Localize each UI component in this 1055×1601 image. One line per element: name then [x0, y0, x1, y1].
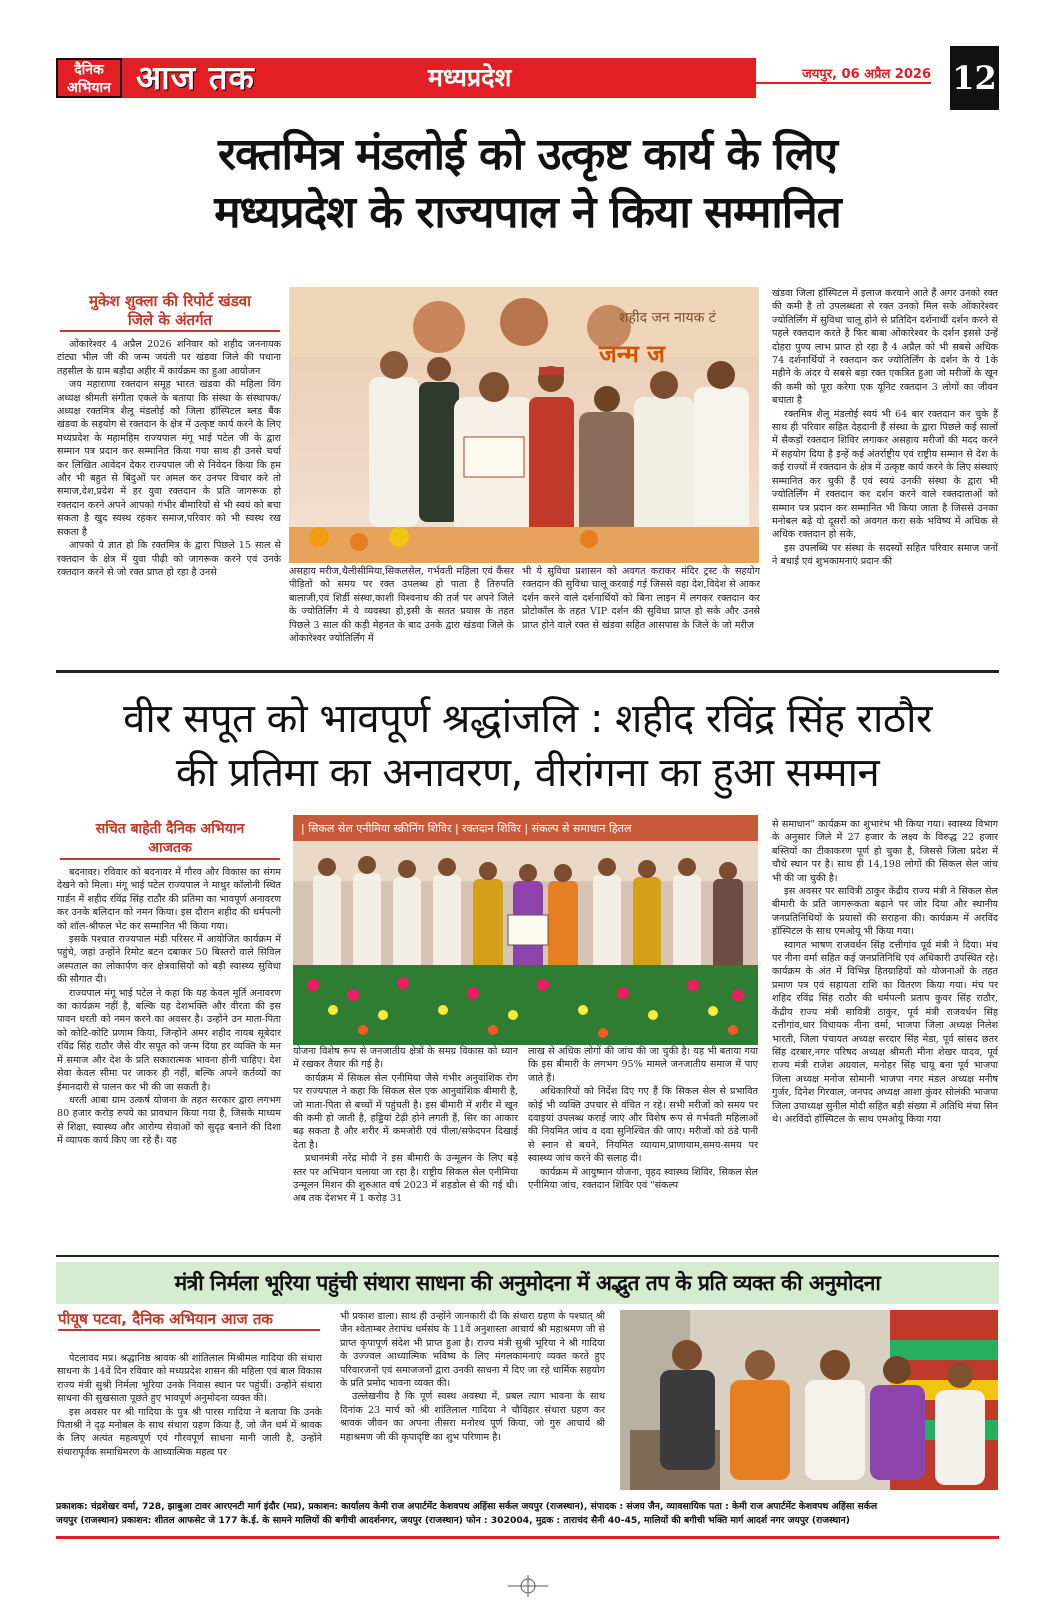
- story1-photo-illustration: [289, 287, 759, 563]
- date-underline: [756, 82, 931, 84]
- imprint-footer: [56, 1500, 999, 1528]
- story3-col1-para: इस अवसर पर श्री गादिया के पुत्र श्री पारस गादिया ने बताया कि उनके पिताश्री ने दृढ़ मनोबल के साथ संथारा ग्रहण किया है, जो जैन धर्म में श्रावक के लिए अत्यंत महत्वपूर्ण एवं गौरवपूर्ण साधना मानी जाती है, उन्होंने संथारापूर्वक समाधिमरण के आध्यात्मिक महत्व पर: [57, 1406, 322, 1458]
- story1-col4-para: इस उपलब्धि पर संस्था के सदस्यों सहित परिवार समाज जनों ने बधाई एवं शुभकामनाएं प्रदान की: [772, 542, 998, 568]
- story2-col3-para: कार्यक्रम में आयुष्मान योजना, वृहद स्वास्थ्य शिविर, सिकल सेल एनीमिया जांच, रक्तदान शिविर एवं "संकल्प: [528, 1166, 758, 1192]
- story3-photo-illustration: [620, 1310, 998, 1490]
- imprint-line-2: जयपुर (राजस्थान) प्रकाशन: शीतल आफसेट जे 177 के.ई. के सामने मालियों की बगीची आदर्शनगर, जयपुर (राजस्थान) फोन : 302004, मुद्रक : ताराचंद सैनी 40-45, मालियों की बगीची भक्ति मार्ग आदर्श नगर जयपुर (राजस्थान): [56, 1515, 850, 1526]
- brand-box: [56, 58, 122, 98]
- story2-byline-line-1: सचित बाहेती दैनिक अभियान: [95, 821, 245, 837]
- section-divider: [56, 1255, 999, 1257]
- story2-photo: [293, 815, 758, 1045]
- story1-column-4: [772, 287, 998, 656]
- story2-headline-line-1: वीर सपूत को भावपूर्ण श्रद्धांजलि : शहीद रविंद्र सिंह राठौर: [123, 696, 932, 742]
- story1-photo-banner-text-2: जन्म ज: [599, 340, 665, 368]
- story2-col2-para: प्रधानमंत्री नरेंद्र मोदी ने इस बीमारी के उन्मूलन के लिए बड़े स्तर पर अभियान चलाया जा रहा है। राष्ट्रीय सिकल सेल एनीमिया उन्मूलन मिशन की शुरुआत वर्ष 2023 में शहडोल से की गई थी। अब तक देशभर में 1 करोड़ 31: [293, 1153, 518, 1205]
- brand-line-2: अभियान: [67, 80, 111, 96]
- story1-headline: [40, 126, 1015, 242]
- section-title: मध्यप्रदेश: [428, 63, 512, 92]
- story2-col3-para: अधिकारियों को निर्देश दिए गए हैं कि सिकल सेल से प्रभावित कोई भी व्यक्ति उपचार से वंचित न रहे। सभी मरीजों को समय पर दवाइयां उपलब्ध कराई जाएं और विशेष रूप से गर्भवती महिलाओं की नियमित जांच व दवा सुनिश्चित की जाए। मरीजों को ठंडे पानी से स्नान से बचने, नियमित व्यायाम,प्राणायाम,समय-समय पर स्वास्थ्य जांच करने की सलाह दी।: [528, 1086, 758, 1165]
- story2-photo-banner-text: | सिकल सेल एनीमिया स्क्रीनिंग शिविर | रक्तदान शिविर | संकल्प से समाधान हितल: [301, 822, 632, 835]
- story2-column-1: [57, 866, 281, 1250]
- story3-column-1: [57, 1352, 322, 1490]
- story2-col4-para: इस अवसर पर सावित्री ठाकुर केंद्रीय राज्य मंत्री ने सिकल सेल बीमारी के प्रति जागरूकता बढ़ाने पर जोर दिया और स्थानीय जनप्रतिनिधियों के प्रयासों की सराहना की। कार्यक्रम में अरविंद हॉस्पिटल के साथ एमओयू भी किया गया।: [772, 886, 998, 938]
- brand-line-1: दैनिक: [74, 62, 104, 78]
- newspaper-logo: आज तक: [136, 58, 255, 97]
- story1-col1-para: जय महाराणा रक्तदान समूह भारत खंडवा की महिला विंग अध्यक्ष श्रीमती संगीता एकले के बताया कि संस्था के संस्थापक/अध्यक्ष रक्तमित्र शैलू मंडलोई को जिला हॉस्पिटल ब्लड बैंक खंडवा के सहयोग से रक्तदान के क्षेत्र में उत्कृष्ट कार्य करने के लिए मध्यप्रदेश के महामहिम राज्यपाल मंगू भाई पटेल जी के द्वारा सम्मान पत्र प्रदान कर सम्मानित किया गया साथ ही उनसे चर्चा कर लिखित आवेदन देकर राज्यपाल जी से निवेदन किया कि हम और भी बहुत से बिंदुओं पर अमल कर उनपर विचार करे तो समाज,देश,प्रदेश में हर युवा रक्तदान के प्रति जागरूक हो रक्तदान करने अपने आपको गंभीर बीमारियों से भी स्वयं को बचा सकता है खुद स्वस्थ रहकर समाज,परिवार को भी स्वस्थ रख सकता है: [57, 379, 281, 538]
- section-divider: [56, 670, 999, 673]
- story2-byline-line-2: आजतक: [148, 840, 192, 856]
- story2-col4-para: से समाधान" कार्यक्रम का शुभारंभ भी किया गया। स्वास्थ्य विभाग के अनुसार जिले में 27 हजार के लक्ष्य के विरुद्ध 22 हजार बस्तियों का टीकाकरण पूर्ण हो चुका है, जिससे जिला प्रदेश में चौथे स्थान पर है। साथ ही 14,198 लोगों की सिकल सेल जांच भी की जा चुकी है।: [772, 819, 998, 884]
- story1-byline-line-1: मुकेश शुक्ला की रिपोर्ट खंडवा: [89, 292, 251, 310]
- story1-col3-para: भी ये सुविधा प्रशासन को अवगत कराकर मंदिर ट्रस्ट के सहयोग रक्तदान की सुविधा चालू करवाई गई जिससे वहा देश,विदेश से आकर दर्शन करने वाले दर्शनार्थियों को बिना लाइन में लगकर रक्तदान कर प्रोटोकॉल के तहत VIP दर्शन की सुविधा प्राप्त हो सके और उनसे प्राप्त होने वाले रक्त से खंडवा सहित आसपास के जिले के जो मरीज: [522, 566, 760, 631]
- story2-col1-para: बदनावर। रविवार को बदनावर में गौरव और विकास का संगम देखने को मिला। मंगू भाई पटेल राज्यपाल ने माथुर कॉलोनी स्थित गार्डन में शहीद रविंद्र सिंह राठौर की प्रतिमा का भावपूर्ण अनावरण कर उनके बलिदान को नमन किया। इस दौरान शहीद की धर्मपत्नी को शॉल-श्रीफल भेंट कर सम्मानित भी किया गया।: [57, 867, 281, 932]
- story1-photo: [289, 287, 759, 563]
- story3-column-2: [340, 1310, 605, 1490]
- story2-col2-para: कार्यक्रम में सिकल सेल एनीमिया जैसे गंभीर अनुवांशिक रोग पर राज्यपाल ने कहा कि सिकल सेल एक आनुवांशिक बीमारी है, जो माता-पिता से बच्चों में पहुंचती है। इस बीमारी में शरीर में खून की कमी हो जाती है, हड्डियां टेढ़ी होने लगती हैं, सिर का आकार बढ़ सकता है और शरीर में कमजोरी एवं पीला/सफेदपन दिखाई देता है।: [293, 1072, 518, 1151]
- story2-col3-para: लाख से अधिक लोगों की जांच की जा चुकी है। यह भी बताया गया कि इस बीमारी के लगभग 95% मामले जनजातीय समाज में पाए जाते हैं।: [528, 1046, 758, 1084]
- story1-col1-para: ओंकारेश्वर 4 अप्रैल 2026 शनिवार को शहीद जननायक टांट्या भील जी की जन्म जयंती पर खंडवा जिले की पधाना तहसील के ग्राम बड़ौदा अहीर में कार्यक्रम का हुआ आयोजन: [57, 339, 281, 377]
- story1-headline-line-2: मध्यप्रदेश के राज्यपाल ने किया सम्मानित: [214, 187, 841, 238]
- story2-byline: [60, 820, 280, 860]
- story1-headline-line-1: रक्तमित्र मंडलोई को उत्कृष्ट कार्य के लिए: [218, 129, 837, 180]
- story1-photo-banner-text: शहीद जन नायक टं: [619, 310, 716, 326]
- story2-column-2: [293, 1045, 518, 1250]
- story1-column-2: [289, 565, 514, 656]
- story2-headline-line-2: की प्रतिमा का अनावरण, वीरांगना का हुआ सम्मान: [175, 750, 880, 796]
- story2-col2-para: योजना विशेष रूप से जनजातीय क्षेत्रों के समग्र विकास को ध्यान में रखकर तैयार की गई है।: [293, 1046, 518, 1071]
- story2-col1-para: इसके पश्चात राज्यपाल मंडी परिसर में आयोजित कार्यक्रम में पहुंचे, जहां उन्होंने रिमोट बटन दबाकर 50 बिस्तरों वाले सिविल अस्पताल का लोकार्पण कर क्षेत्रवासियों को बड़ी स्वास्थ्य सुविधा की सौगात दी।: [57, 934, 281, 986]
- story2-col4-para: स्वागत भाषण राजवर्धन सिंह दत्तीगांव पूर्व मंत्री ने दिया। मंच पर नीना वर्मा सहित कई जनप्रतिनिधि एवं अधिकारी उपस्थित रहे। कार्यक्रम के अंत में विभिन्न हितग्राहियों को योजनाओं के तहत प्रमाण पत्र एवं सहायता राशि का वितरण किया गया। मंच पर शहिद रविंद्र सिंह राठौर की धर्मपत्नी प्रताप कुवर सिंह राठौर, केंद्रीय राज्य मंत्री सावित्री ठाकुर, पूर्व मंत्री राजवर्धन सिंह दत्तीगांव,धार विधायक नीना वर्मा, भाजपा जिला अध्यक्ष निलेश भारती, जिला पंचायत अध्यक्ष सरदार सिंह मेडा, पूर्व सांसद छतर सिंह दरबार,नगर परिषद अध्यक्ष श्रीमती मीना शेखर यादव, पूर्व राज्य मंत्री राजेश अग्रवाल, मनोहर सिंह चायू बना पूर्व भाजपा जिला अध्यक्ष मनोज सोमानी भाजपा नगर मंडल अध्यक्ष मनीष गुर्जर, दिनेश गिरवाल, जनपद अध्यक्ष आशा कुंवर सोलंकी भाजपा जिला उपाध्यक्ष सुनील मोदी सहित बड़ी संख्या में अतिथि मंचा सिन थे। अरविंदो हॉस्पिटल के साथ एमओयू किया गया: [772, 939, 998, 1125]
- story3-byline-text: पीयूष पटवा, दैनिक अभियान आज तक: [58, 1310, 273, 1328]
- story2-column-3: [528, 1045, 758, 1250]
- story2-photo-illustration: [293, 815, 758, 1045]
- story2-col1-para: राज्यपाल मंगू भाई पटेल ने कहा कि यह केवल मूर्ति अनावरण का कार्यक्रम नहीं है, बल्कि यह देशभक्ति और वीरता की इस पावन धरती को नमन करने का अवसर है। उन्होंने उन माता-पिता को कोटि-कोटि प्रणाम किया, जिन्होंने अमर शहीद नायब सूबेदार रविंद्र सिंह राठौर जैसे वीर सपूत को जन्म दिया हर व्यक्ति के मन में समाज और देश के प्रति सकारात्मक भावना होनी चाहिए। देश सेवा केवल सीमा पर जाकर ही नहीं, बल्कि अपने कर्तव्यों का ईमानदारी से पालन कर भी की जा सकती है।: [57, 987, 281, 1093]
- story3-byline: [58, 1310, 320, 1331]
- story1-col4-para: रक्तमित्र शैलू मंडलोई स्वयं भी 64 बार रक्तदान कर चुके हैं साथ ही परिवार सहित देहदानी हैं संस्था के द्वारा पिछले कई सालों में सैकड़ों रक्तदान शिविर लगाकर असहाय मरीजों की मदद करने में सहयोग दिया है इन्हें कई अंतर्राष्ट्रीय एवं राष्ट्रीय सम्मान से देश के कई राज्यों में रक्तदान के क्षेत्र में उत्कृष्ट कार्य करने के लिए संस्थाएं सम्मानित कर चुकी हैं एवं स्वयं उनकी संस्था के द्वारा भी ज्योतिर्लिंग में रक्तदान कर दर्शन करने वाले रक्तदाताओं को सम्मान पत्र प्रदान कर सम्मानित भी किया जाता है जिससे उनका मनोबल बढ़े वो दूसरों को अवगत करा सके भविष्य में अधिक से अधिक रक्तदान हो सके,: [772, 408, 998, 541]
- story2-col1-para: धरती आबा ग्राम उत्कर्ष योजना के तहत सरकार द्वारा लगभग 80 हजार करोड़ रुपये का प्रावधान किया गया है, जिसके माध्यम से शिक्षा, स्वास्थ्य और आरोग्य सेवाओं को सुदृढ़ बनाने की दिशा में व्यापक कार्य किए जा रहे हैं। यह: [57, 1094, 281, 1147]
- footer-red-rule: [56, 1536, 999, 1539]
- story1-col2-para: असहाय मरीज,थैलीसीमिया,सिकलसेल, गर्भवती महिला एवं कैंसर पीड़ितों को समय पर रक्त उपलब्ध हो पाता है तिरुपति बालाजी,एवं शिर्डी संस्था,काशी विश्वनाथ की तर्ज पर अपने जिले के ज्योतिर्लिंग में ये व्यवस्था हो,इसी के सतत प्रयास के तहत पिछले 3 साल की कड़ी मेहनत के बाद उनके द्वारा खंडवा जिले के ओंकारेश्वर ज्योतिर्लिंग में: [289, 566, 514, 645]
- story3-headline-banner: [56, 1262, 999, 1304]
- story2-column-4: [772, 818, 998, 1250]
- story1-column-3: [522, 565, 760, 656]
- registration-mark-icon: [508, 1575, 548, 1597]
- story3-headline: मंत्री निर्मला भूरिया पहुंची संथारा साधना की अनुमोदना में अद्भुत तप के प्रति व्यक्त की अनुमोदना: [174, 1271, 881, 1295]
- imprint-line-1: प्रकाशक: चंद्रशेखर वर्मा, 728, झाबुआ टावर आरएनटी मार्ग इंदौर (मप्र), प्रकाशन: कार्यालय केमी राज अपार्टमेंट केशवपथ अहिंसा सर्कल जयपुर (राजस्थान), संपादक : संजय जैन, व्यावसायिक पता : केमी राज अपार्टमेंट केशवपथ अहिंसा सर्कल: [56, 1501, 878, 1512]
- story3-col2-para: उल्लेखनीय है कि पूर्ण स्वस्थ अवस्था में, प्रबल त्याग भावना के साथ दिनांक 23 मार्च को श्री शांतिलाल गादिया ने चौविहार संथारा ग्रहण कर श्रावक जीवन का अपना तीसरा मनोरथ पूर्ण किया, जो गुरु आचार्य श्री महाश्रमण जी की कृपादृष्टि का शुभ परिणाम है।: [340, 1391, 605, 1443]
- story1-byline-line-2: जिले के अंतर्गत: [127, 311, 213, 329]
- story1-column-1: [57, 338, 281, 656]
- story3-photo: [620, 1310, 998, 1490]
- story1-col4-para: खंडवा जिला हॉस्पिटल में इलाज करवाने आते हैं अगर उनको रक्त की कमी है तो उपलब्धता से रक्त उनको मिल सके ओंकारेश्वर ज्योतिर्लिंग में सुविधा चालू होने से प्रतिदिन दर्शनार्थी दर्शन करने से पहले रक्तदान करते है फिर बाबा ओंकारेश्वर के दर्शन इससे उन्हें दोहरा पुण्य लाभ प्राप्त हो रहा है 4 अप्रैल को भी सबसे अधिक 74 दर्शनार्थियों ने रक्तदान कर ज्योतिर्लिंग के दर्शन के ये 1के महीने के अंदर ये सबसे बड़ा रक्त एकत्रित हुआ जो मरीजों के खून की कमी को पूरा करेगा एक यूनिट रक्तदान 3 लोगों का जीवन बचाता है: [772, 288, 998, 407]
- issue-date: जयपुर, 06 अप्रैल 2026: [802, 67, 931, 82]
- page-number: 12: [950, 46, 999, 110]
- issue-date-box: [756, 52, 941, 98]
- story1-col1-para: आपको ये ज्ञात हो कि रक्तमित्र के द्वारा पिछले 15 साल से रक्तदान के क्षेत्र में युवा पीढ़ी को जागरूक करने एवं उनके रक्तदान करने से जो रक्त प्राप्त हो रहा है उनसे: [57, 540, 281, 578]
- story1-byline: [60, 292, 280, 332]
- story3-col2-para: भी प्रकाश डाला। साथ ही उन्होंने जानकारी दी कि संथारा ग्रहण के पश्चात् श्री जैन श्वेताम्बर तेरापंथ धर्मसंघ के 11वें अनुशास्ता आचार्य श्री महाश्रमण जी से प्राप्त कृपापूर्ण संदेश भी प्राप्त हुआ है। राज्य मंत्री सुश्री भूरिया ने श्री गादिया के उज्ज्वल आध्यात्मिक भविष्य के लिए मंगलकामनाएं व्यक्त करते हुए परिवारजनों एवं समाजजनों द्वारा उनकी साधना में दिए जा रहे धार्मिक सहयोग के प्रति प्रमोद भावना व्यक्त की।: [340, 1311, 605, 1390]
- story2-headline: [40, 692, 1015, 800]
- masthead: [56, 46, 999, 102]
- story3-col1-para: पेटलावद मप्र। श्रद्धानिष्ठ श्रावक श्री शांतिलाल मिश्रीमल गादिया की संथारा साधना के 14वें दिन रविवार को मध्यप्रदेश शासन की महिला एवं बाल विकास राज्य मंत्री सुश्री निर्मला भूरिया उनके निवास स्थान पर पहुंचीं। उन्होंने संथारा साधना की सुखसाता पूछते हुए भावपूर्ण अनुमोदना व्यक्त की।: [57, 1353, 322, 1405]
